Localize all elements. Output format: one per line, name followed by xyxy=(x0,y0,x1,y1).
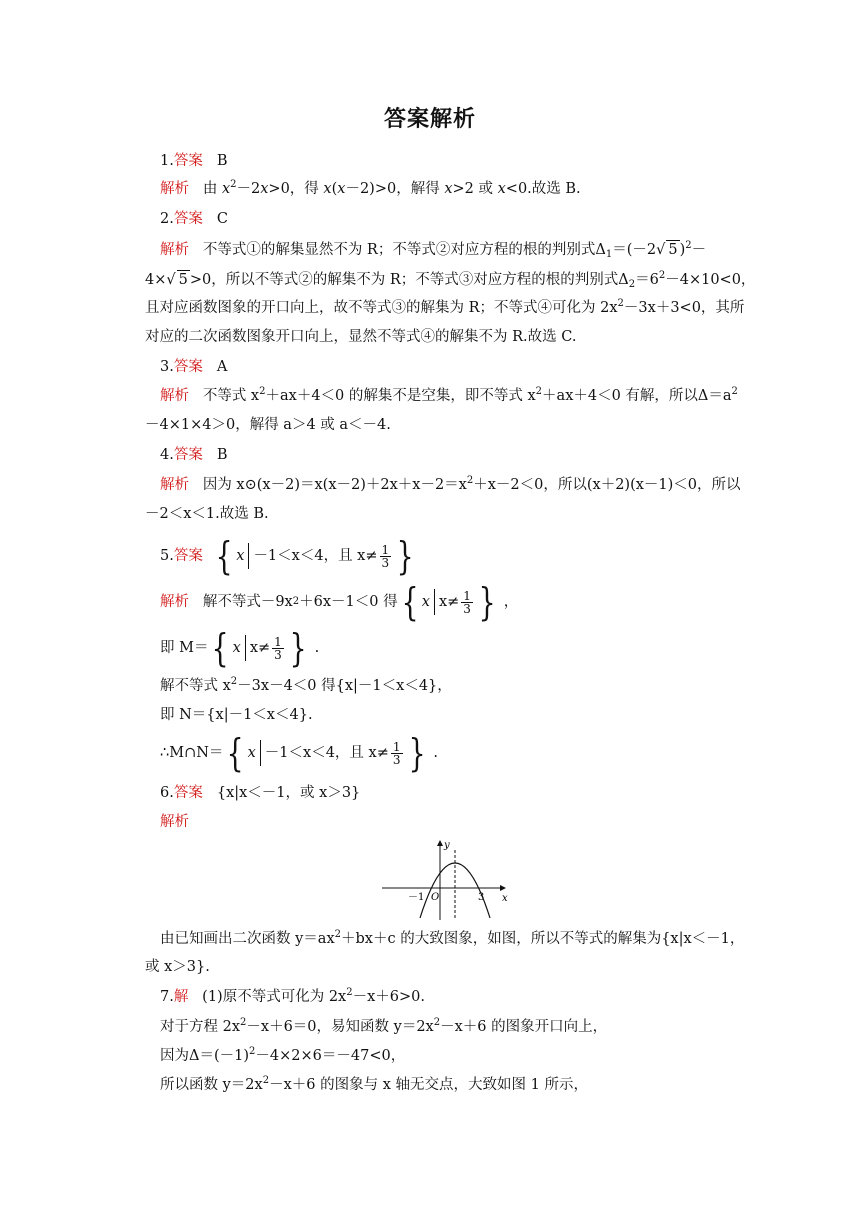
q5-analysis-line-5: ∴M∩N＝ { x －1＜x＜4，且 x≠ $\frac{1}{3}$ } . xyxy=(160,731,438,775)
page-title: 答案解析 xyxy=(383,107,476,132)
root-three-label: 3 xyxy=(478,892,485,903)
root-minus-one-label: －1 xyxy=(408,892,425,903)
q4-analysis-line-1: 解析 因为 $x⊙(x-2)=x(x-2)+2x+x-2=x^2+x-2<0$，所以(x＋2)(x－1)＜0，所以 xyxy=(160,475,741,493)
q1-analysis-line: 解析 由 $x^2-2x>0$，得 x(x－2)>0，解得 x>2 或 x<0.故选 B. xyxy=(160,179,581,197)
q6-analysis-line-2: 或 x＞3}. xyxy=(145,959,210,975)
q3-analysis-line-2: －4×1×4＞0，解得 a＞4 或 a＜－4. xyxy=(145,417,391,433)
origin-label: O xyxy=(431,892,440,903)
q7-solution-line-2: 对于方程 $2x^2-x+6=0$，易知函数 $y=2x^2-x+6$ 的图象开口向上， xyxy=(160,1017,608,1035)
q5-analysis-line-3: 解不等式 $x^2-3x-4<0$ 得{x|－1＜x＜4}， xyxy=(160,676,452,694)
q2-analysis-line-1: 解析 不等式①的解集显然不为 R；不等式②对应方程的根的判别式$\Delta_1=(-2√$ 5 )$^2$－ xyxy=(160,240,707,260)
q3-answer-line: 3.答案 A xyxy=(160,359,228,375)
answer-tag: 答案 xyxy=(173,153,203,169)
solution-tag: 解 xyxy=(173,989,189,1005)
y-axis-label: y xyxy=(444,840,450,851)
q2-analysis-line-2: 4×√ 5 >0，所以不等式②的解集不为 R；不等式③对应方程的根的判别式$\Delta_2=6^2-4\times 10<0$， xyxy=(145,270,756,290)
q2-analysis-line-4: 对应的二次函数图象开口向上，显然不等式④的解集不为 R.故选 C. xyxy=(145,329,577,345)
q1-answer-line: 1.答案 B xyxy=(160,153,228,169)
parabola-graph xyxy=(380,838,510,922)
q6-answer-line: 6.答案 {x|x＜－1，或 x＞3} xyxy=(160,785,361,801)
q2-answer-line: 2.答案 C xyxy=(160,211,228,227)
x-axis-label: x xyxy=(502,893,508,904)
analysis-tag: 解析 xyxy=(160,181,189,197)
set-answer: { x －1＜x＜4，且 x≠ $\frac{1}{3}$ } xyxy=(215,534,414,578)
q7-solution-line-1: 7.解 (1)原不等式可化为 $2x^2-x+6>0$. xyxy=(160,987,425,1005)
q6-analysis-label: 解析 xyxy=(160,814,189,830)
q7-solution-line-4: 所以函数 $y=2x^2-x+6$ 的图象与 x 轴无交点，大致如图 1 所示， xyxy=(160,1075,588,1093)
q3-analysis-line-1: 解析 不等式 $x^2+ax+4<0$ 的解集不是空集，即不等式 $x^2+ax+4<0$ 有解，所以$\Delta=a^2$ xyxy=(160,386,738,404)
q4-answer-line: 4.答案 B xyxy=(160,447,228,463)
q2-analysis-line-3: 且对应函数图象的开口向上，故不等式③的解集为 R；不等式④可化为 $2x^2-3x+3<0$，其所 xyxy=(145,298,745,316)
q5-analysis-line-1: 解析 解不等式－9x 2 ＋6x－1＜0 得 { x x≠ $\frac{1}{3}$ } ， xyxy=(160,580,519,624)
q4-analysis-line-2: －2＜x＜1.故选 B. xyxy=(145,506,269,522)
q6-analysis-line-1: 由已知画出二次函数 $y=ax^2+bx+c$ 的大致图象，如图，所以不等式的解集为{x|x＜－1， xyxy=(160,929,745,947)
q5-answer-line: 5. 答案 { x －1＜x＜4，且 x≠ $\frac{1}{3}$ } xyxy=(160,536,417,576)
q7-solution-line-3: 因为$\Delta=(-1)^2-4\times 2\times 6=-47<0$， xyxy=(160,1046,406,1064)
q5-analysis-line-4: 即 N＝{x|－1＜x＜4}. xyxy=(160,707,313,723)
q5-analysis-line-2: 即 M＝ { x x≠ $\frac{1}{3}$ } . xyxy=(160,626,320,670)
